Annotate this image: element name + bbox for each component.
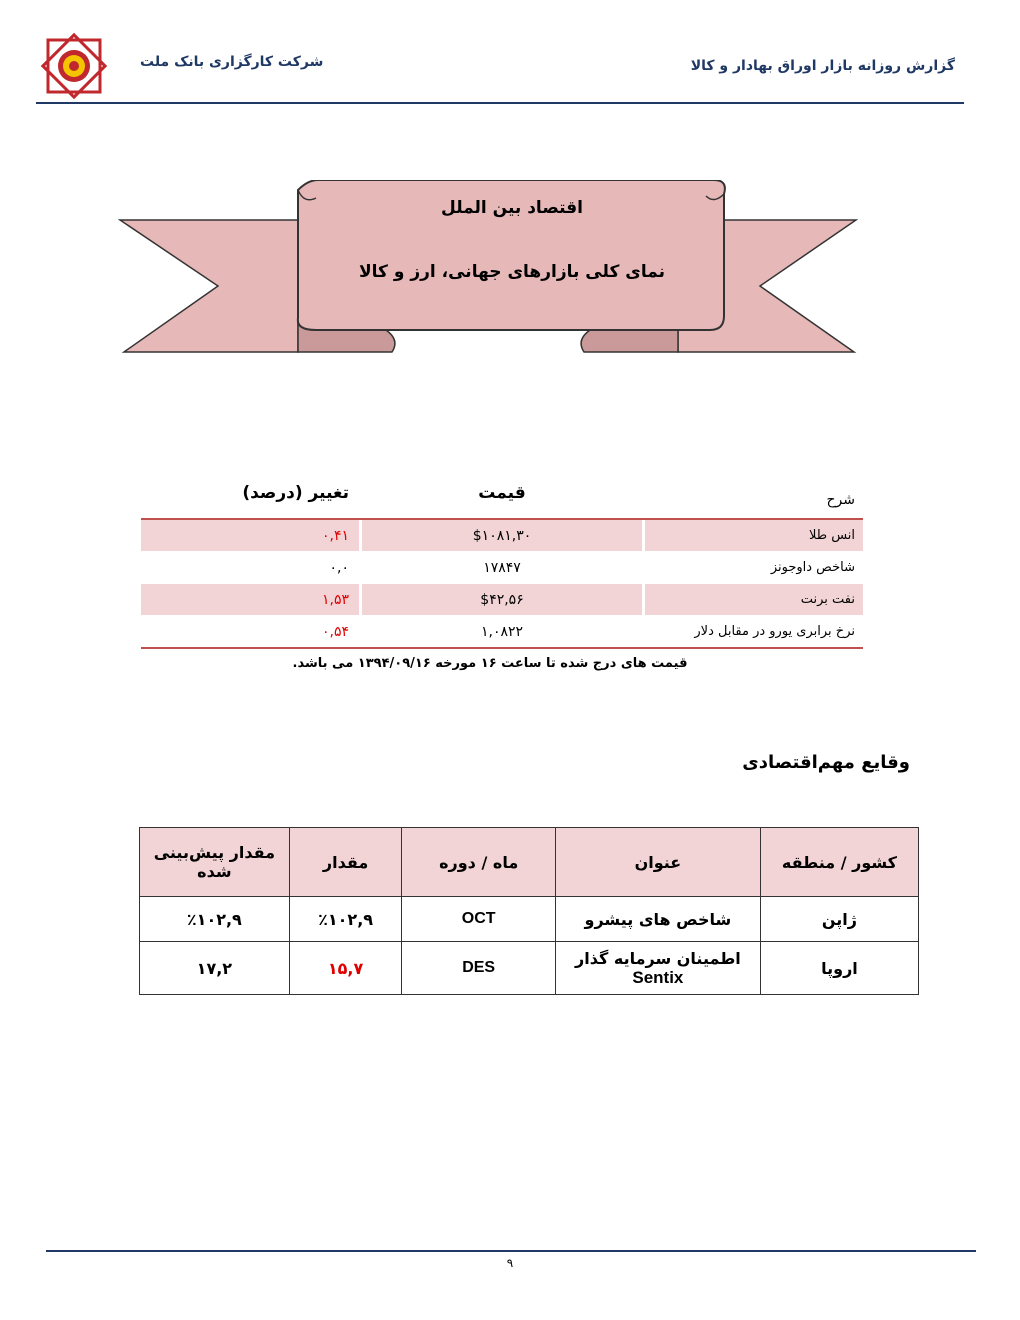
market-table-header bbox=[141, 478, 863, 520]
row-change: ۰,۴۱ bbox=[141, 520, 359, 551]
page-number: ۹ bbox=[506, 1256, 514, 1270]
event-topic-latin: Sentix bbox=[632, 967, 684, 987]
table-row bbox=[140, 897, 919, 942]
event-amount: ۱۵,۷ bbox=[289, 942, 402, 995]
header-change: تغییر (درصد) bbox=[242, 483, 349, 503]
banner-title: اقتصاد بین الملل bbox=[441, 198, 583, 218]
row-desc: انس طلا bbox=[645, 520, 863, 551]
event-amount: ٪۱۰۲,۹ bbox=[289, 897, 402, 942]
event-forecast: ۱۷,۲ bbox=[140, 942, 290, 995]
row-desc: نفت برنت bbox=[645, 584, 863, 615]
bank-logo-icon bbox=[38, 30, 110, 102]
header-amount: مقدار bbox=[289, 828, 402, 897]
report-title: گزارش روزانه بازار اوراق بهادار و کالا bbox=[690, 58, 955, 74]
table-row bbox=[141, 520, 863, 552]
event-period: DES bbox=[402, 942, 555, 995]
event-topic: اطمینان سرمایه گذار bbox=[575, 948, 741, 968]
header-divider bbox=[36, 102, 964, 104]
market-table bbox=[141, 478, 863, 649]
event-period: OCT bbox=[402, 897, 555, 942]
event-country: ژاپن bbox=[760, 897, 918, 942]
header-forecast: مقدار پیش‌بینی شده bbox=[140, 828, 290, 897]
header-country: کشور / منطقه bbox=[760, 828, 918, 897]
table-row bbox=[141, 584, 863, 616]
event-forecast: ٪۱۰۲,۹ bbox=[140, 897, 290, 942]
events-title: وقایع مهم‌اقتصادی bbox=[742, 752, 910, 773]
header-topic: عنوان bbox=[555, 828, 760, 897]
company-name: شرکت کارگزاری بانک ملت bbox=[140, 54, 324, 70]
table-row bbox=[141, 552, 863, 584]
event-topic: شاخص های پیشرو bbox=[555, 897, 760, 942]
row-price: ۱,۰۸۲۲ bbox=[359, 616, 645, 647]
table-row bbox=[140, 942, 919, 995]
banner-subtitle: نمای کلی بازارهای جهانی، ارز و کالا bbox=[359, 262, 665, 282]
header-period: ماه / دوره bbox=[402, 828, 555, 897]
row-change: ۰,۵۴ bbox=[321, 623, 349, 640]
event-topic-cell bbox=[555, 942, 760, 995]
footer-divider bbox=[46, 1250, 976, 1252]
row-desc: شاخص داوجونز bbox=[770, 560, 855, 575]
row-price: ۱۷۸۴۷ bbox=[359, 552, 645, 583]
row-change: ۱,۵۳ bbox=[141, 584, 359, 615]
header-price: قیمت bbox=[359, 478, 645, 518]
row-change: ۰,۰ bbox=[329, 559, 349, 576]
events-table bbox=[139, 827, 919, 995]
row-price: $۴۲,۵۶ bbox=[359, 584, 645, 615]
row-price: $۱۰۸۱,۳۰ bbox=[359, 520, 645, 551]
price-note: قیمت های درج شده تا ساعت ۱۶ مورخه ۱۳۹۴/۰۹/۱۶ می باشد. bbox=[292, 656, 688, 671]
table-row bbox=[141, 616, 863, 649]
events-header-row bbox=[140, 828, 919, 897]
event-country: اروپا bbox=[760, 942, 918, 995]
row-desc: نرخ برابری یورو در مقابل دلار bbox=[694, 624, 855, 639]
header-desc: شرح bbox=[826, 492, 855, 508]
